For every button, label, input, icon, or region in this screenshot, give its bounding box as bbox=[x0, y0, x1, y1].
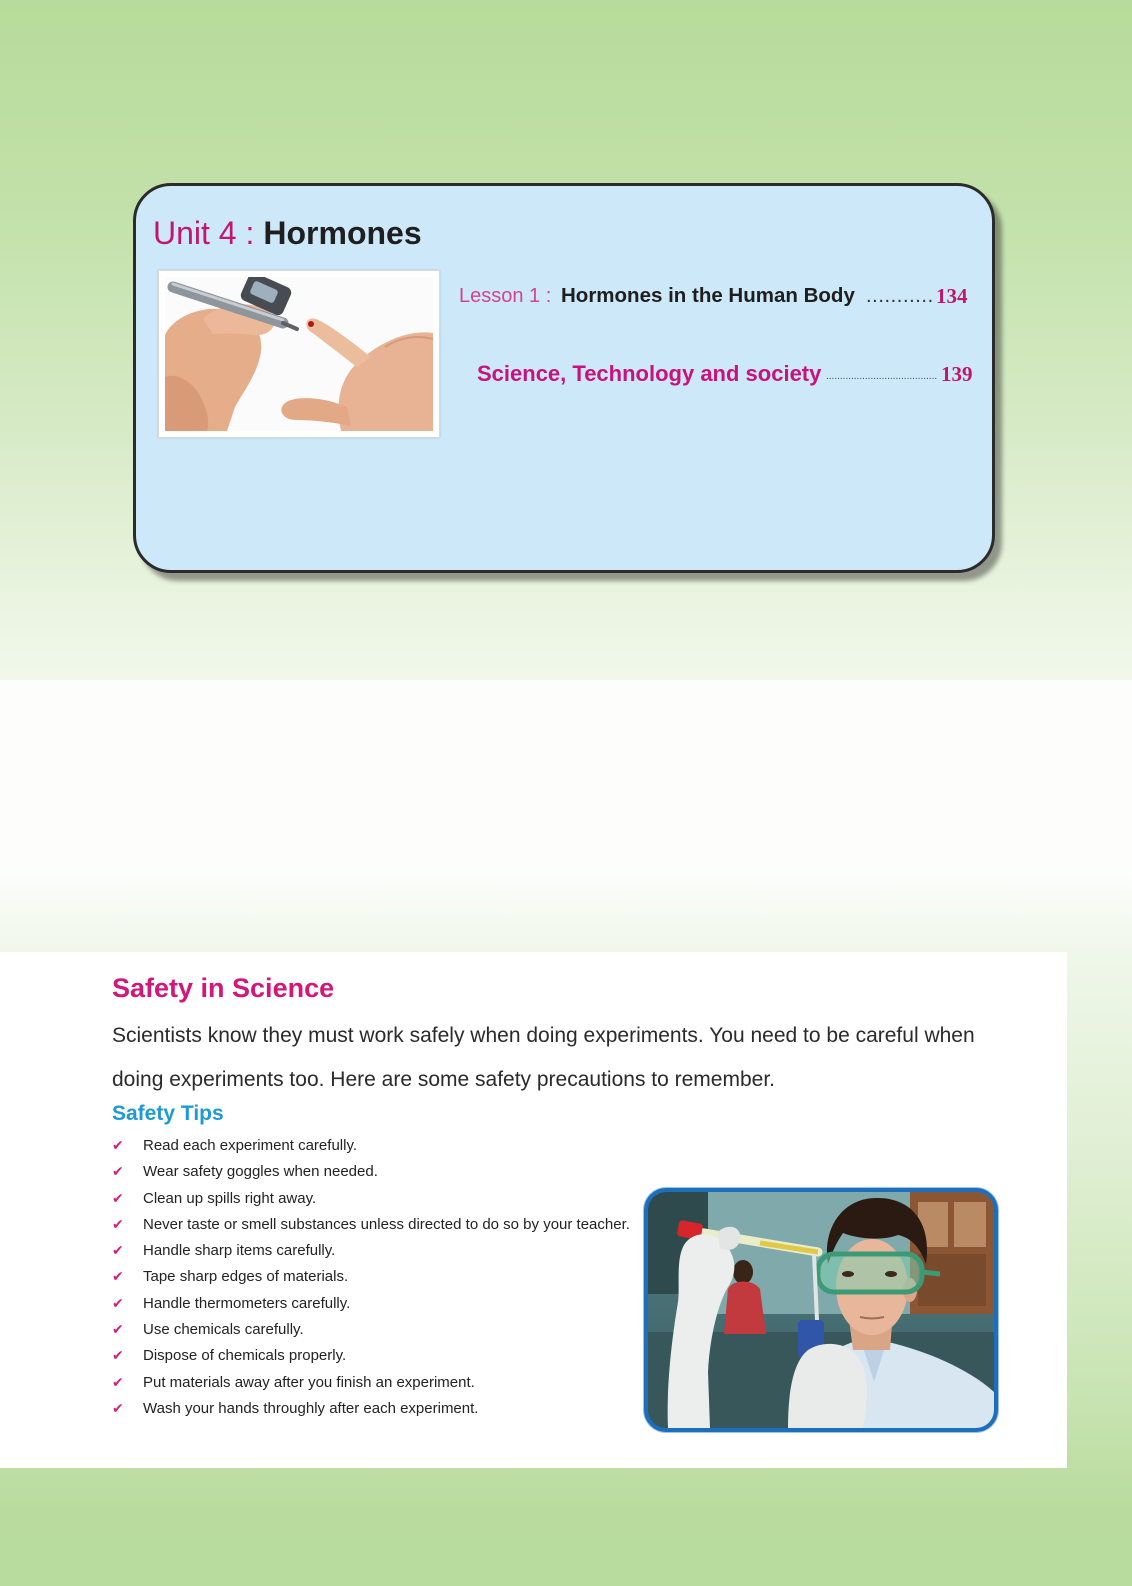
list-item bbox=[112, 1186, 642, 1212]
blood-glucose-test-illustration bbox=[165, 277, 433, 431]
safety-heading: Safety in Science bbox=[112, 973, 335, 1003]
unit-heading bbox=[153, 213, 422, 253]
tip-text: Handle thermometers carefully. bbox=[143, 1294, 351, 1312]
science-technology-society-page-number: 139 bbox=[941, 362, 973, 386]
tip-text: Wear safety goggles when needed. bbox=[143, 1163, 378, 1181]
list-item bbox=[112, 1343, 642, 1369]
checkmark-icon bbox=[112, 1212, 143, 1238]
list-item bbox=[112, 1133, 642, 1159]
safety-tips-list bbox=[112, 1133, 642, 1422]
page-background-middle bbox=[0, 680, 1132, 870]
list-item bbox=[112, 1291, 642, 1317]
tip-text: Put materials away after you finish an experiment. bbox=[143, 1373, 475, 1391]
checkmark-icon bbox=[112, 1238, 143, 1264]
tip-text: Use chemicals carefully. bbox=[143, 1321, 304, 1339]
scientist-illustration bbox=[648, 1192, 994, 1428]
checkmark-icon bbox=[112, 1317, 143, 1343]
lesson-1-page-number: 134 bbox=[936, 284, 968, 308]
tip-text: Dispose of chemicals properly. bbox=[143, 1347, 347, 1365]
tip-text: Never taste or smell substances unless directed to do so by your teacher. bbox=[143, 1215, 630, 1233]
tip-text: Read each experiment carefully. bbox=[143, 1137, 357, 1154]
scientist-with-goggles-photo bbox=[644, 1188, 998, 1432]
tip-text: Tape sharp edges of materials. bbox=[143, 1268, 349, 1286]
checkmark-icon bbox=[112, 1291, 143, 1317]
checkmark-icon bbox=[112, 1186, 143, 1212]
lesson-1-label: Lesson 1 : bbox=[459, 285, 552, 307]
list-item bbox=[112, 1396, 642, 1422]
safety-intro-paragraph: Scientists know they must work safely when doing experiments. You need to be careful when doing experiments too. Here are some safety precautions to remember. bbox=[112, 1024, 975, 1091]
list-item bbox=[112, 1212, 642, 1238]
checkmark-icon bbox=[112, 1159, 143, 1185]
list-item bbox=[112, 1317, 642, 1343]
lesson-1-title: Hormones in the Human Body bbox=[561, 284, 855, 307]
science-technology-society-title: Science, Technology and society bbox=[477, 361, 822, 386]
list-item bbox=[112, 1159, 642, 1185]
checkmark-icon bbox=[112, 1343, 143, 1369]
list-item bbox=[112, 1370, 642, 1396]
list-item bbox=[112, 1264, 642, 1290]
tip-text: Wash your hands throughly after each experiment. bbox=[143, 1399, 479, 1417]
checkmark-icon bbox=[112, 1370, 143, 1396]
tip-text: Clean up spills right away. bbox=[143, 1189, 317, 1207]
checkmark-icon bbox=[112, 1396, 143, 1422]
blood-glucose-test-photo bbox=[158, 270, 440, 438]
unit-title: Hormones bbox=[263, 215, 422, 251]
safety-tips-heading: Safety Tips bbox=[112, 1102, 224, 1125]
tip-text: Handle sharp items carefully. bbox=[143, 1242, 336, 1260]
list-item bbox=[112, 1238, 642, 1264]
unit-label: Unit 4 : bbox=[153, 215, 255, 251]
checkmark-icon bbox=[112, 1133, 143, 1159]
checkmark-icon bbox=[112, 1264, 143, 1290]
lesson-1-dot-leader: ........... bbox=[866, 285, 934, 307]
science-technology-society-dot-leader: ........................................ bbox=[826, 371, 938, 382]
